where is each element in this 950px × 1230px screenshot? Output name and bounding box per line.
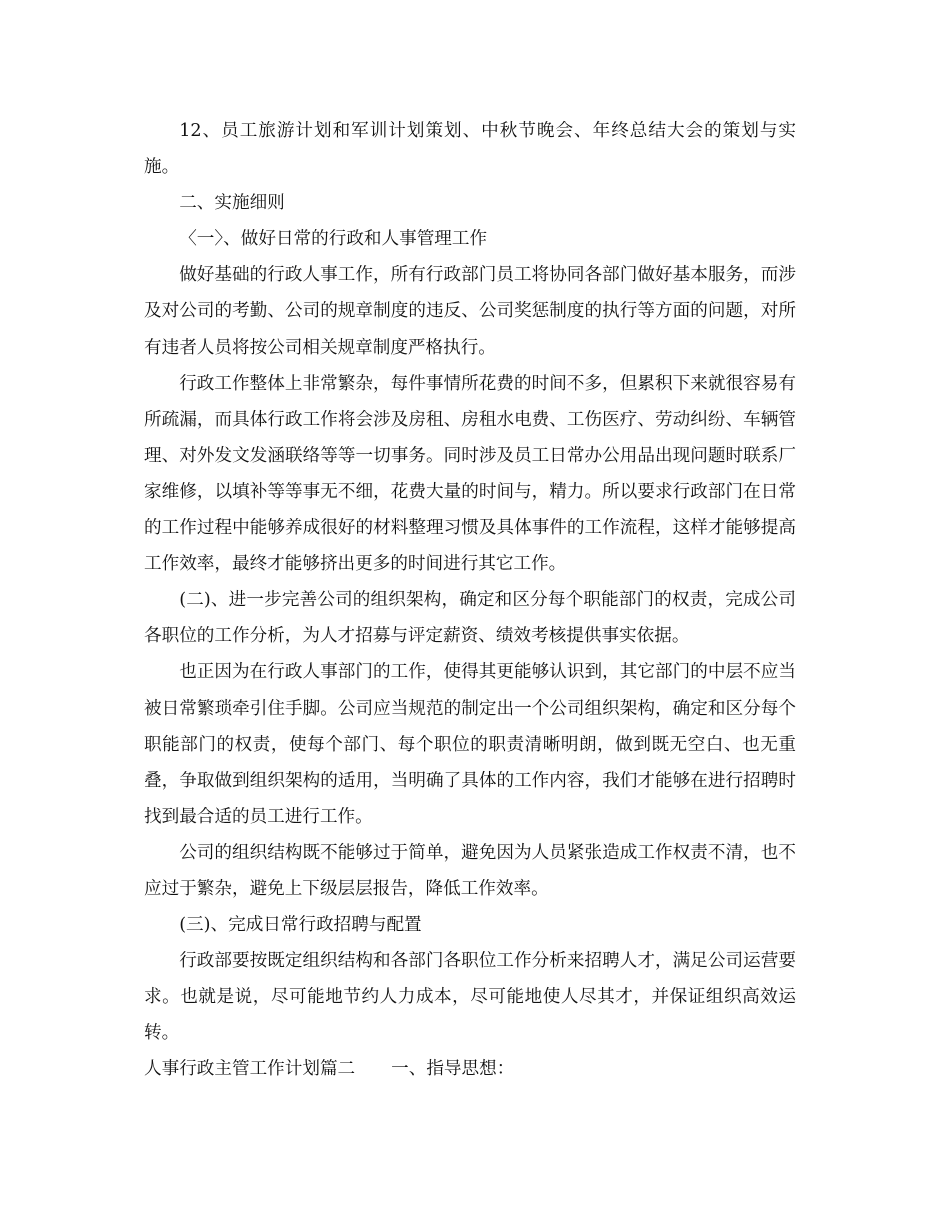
closing-subtitle: 一、指导思想： — [391, 1059, 515, 1080]
paragraph-admin-workload: 行政工作整体上非常繁杂，每件事情所花费的时间不多，但累积下来就很容易有所疏漏，而具体行政工作将会涉及房租、房租水电费、工伤医疗、劳动纠纷、车辆管理、对外发文发涵联络等等一切事务。同时涉及员工日常办公用品出现问题时联系厂家维修，以填补等等事无不细，花费大量的时间与，精力。所以要求行政部门在日常的工作过程中能够养成很好的材料整理习惯及具体事件的工作流程，这样才能够提高工作效率，最终才能够挤出更多的时间进行其它工作。 — [144, 373, 796, 575]
paragraph-recruitment: 行政部要按既定组织结构和各部门各职位工作分析来招聘人才，满足公司运营要求。也就是说，尽可能地节约人力成本，尽可能地使人尽其才，并保证组织高效运转。 — [144, 951, 796, 1044]
subsection-heading-3: (三)、完成日常行政招聘与配置 — [179, 915, 422, 936]
subsection-heading-2: (二)、进一步完善公司的组织架构，确定和区分每个职能部门的权责，完成公司各职位的工作分析，为人才招募与评定薪资、绩效考核提供事实依据。 — [144, 590, 796, 647]
paragraph-item-12: 12、员工旅游计划和军训计划策划、中秋节晚会、年终总结大会的策划与实施。 — [144, 121, 796, 178]
paragraph-org-structure: 也正因为在行政人事部门的工作，使得其更能够认识到，其它部门的中层不应当被日常繁琐牵引住手脚。公司应当规范的制定出一个公司组织架构，确定和区分每个职能部门的权责，使每个部门、每个职位的职责清晰明朗，做到既无空白、也无重叠，争取做到组织架构的适用，当明确了具体的工作内容，我们才能够在进行招聘时找到最合适的员工进行工作。 — [144, 662, 796, 827]
paragraph-basic-admin-work: 做好基础的行政人事工作，所有行政部门员工将协同各部门做好基本服务，而涉及对公司的考勤、公司的规章制度的违反、公司奖惩制度的执行等方面的问题，对所有违者人员将按公司相关规章制度严格执行。 — [144, 265, 796, 358]
paragraph-org-complexity: 公司的组织结构既不能够过于简单，避免因为人员紧张造成工作权责不清，也不应过于繁杂，避免上下级层层报告，降低工作效率。 — [144, 842, 796, 899]
subsection-heading-1: 〈一〉、做好日常的行政和人事管理工作 — [179, 229, 488, 250]
closing-title: 人事行政主管工作计划篇二 — [144, 1059, 356, 1080]
closing-heading-line — [144, 1051, 796, 1087]
section-heading-implementation: 二、实施细则 — [179, 193, 285, 214]
document-body — [144, 113, 796, 1088]
